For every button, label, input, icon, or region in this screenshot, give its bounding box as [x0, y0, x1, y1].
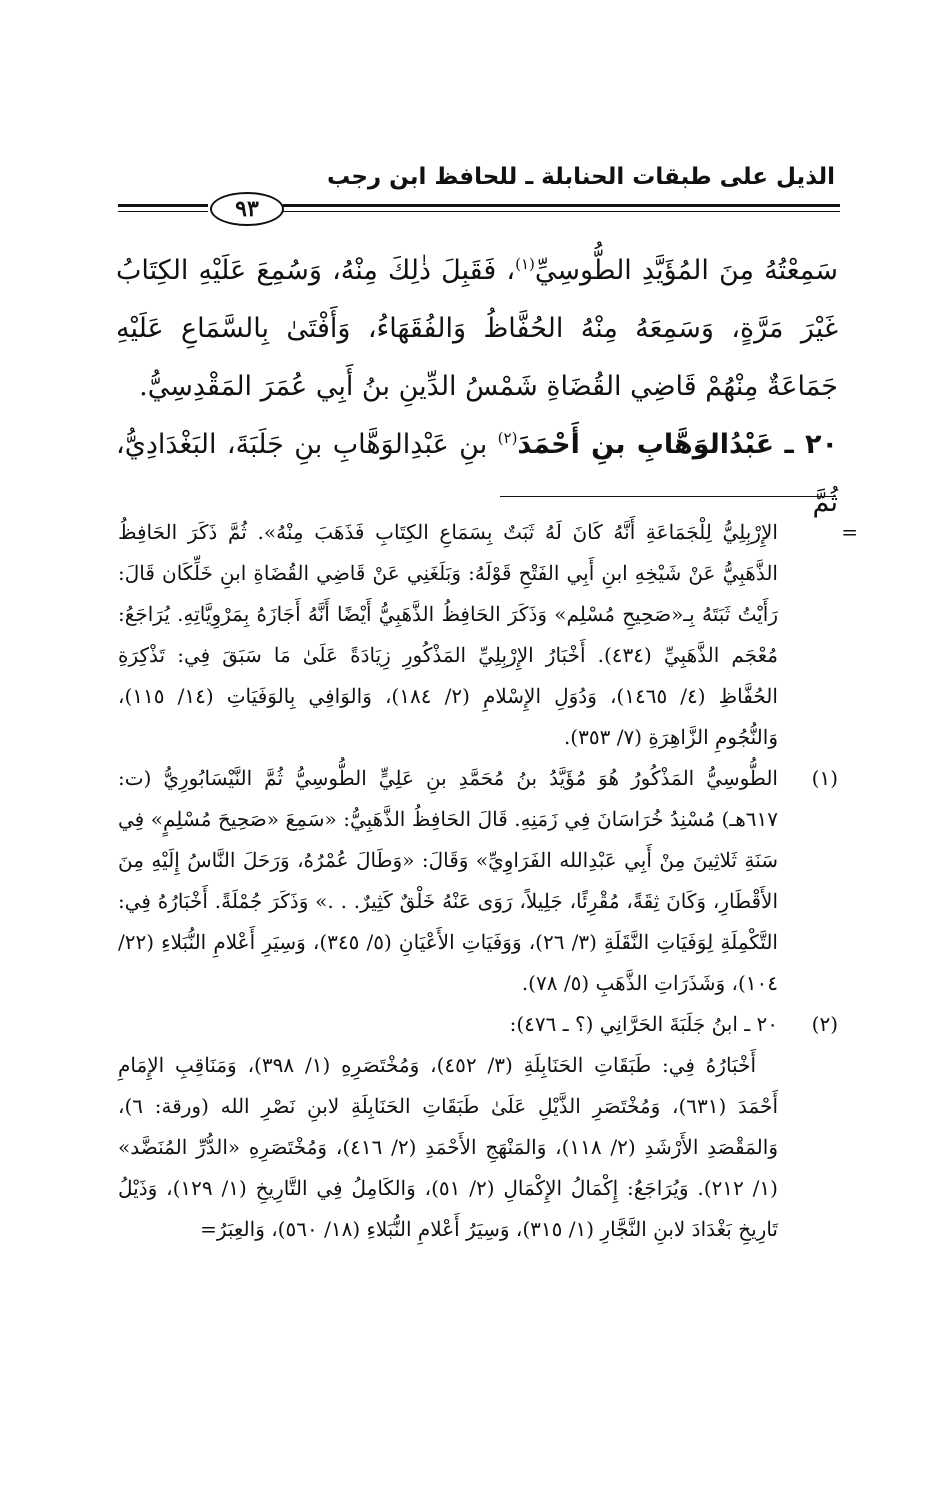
- footnote-ref-2: (٢): [497, 429, 518, 447]
- page-number: ٩٣: [210, 192, 284, 226]
- main-paragraph: [116, 242, 838, 416]
- continuation-mark: =: [841, 520, 858, 544]
- footnote-1: [118, 758, 838, 1004]
- header-rule-left: [118, 204, 208, 212]
- footnote-ref-1: (١): [515, 255, 535, 273]
- entry-number: ٢٠ ـ: [784, 429, 838, 460]
- entry-lineage: بنِ عَبْدِالوَهَّابِ بنِ جَلَبَةَ، البَغْدَادِيُّ، ثُمَّ: [116, 429, 838, 518]
- footnote-2: [118, 1004, 838, 1045]
- footnote-2-body: [118, 1045, 838, 1250]
- footnote-2-title: ٢٠ ـ ابنُ جَلَبَةَ الحَرَّانِي (؟ ـ ٤٧٦):: [509, 1012, 778, 1036]
- header-rule-right: [283, 204, 840, 212]
- main-paragraph-part-a: سَمِعْتُهُ مِنَ المُؤَيَّدِ الطُّوسِيِّ: [534, 255, 839, 286]
- footnote-continuation-text: الإِرْبِلِيُّ لِلْجَمَاعَةِ أَنَّهُ كَانَ لَهُ ثَبَتٌ بِسَمَاعِ الكِتَابِ فَذَهَبَ مِنْهُ». ثُمَّ ذَكَرَ الحَافِظُ الذَّهَبِيُّ عَنْ شَيْخِهِ ابنِ أَبِي الفَتْحِ قَوْلَهُ: وَبَلَغَنِي عَنْ قَاضِي القُضَاةِ ابنِ خَلِّكَان قَالَ: رَأَيْتُ ثَبَتَهُ بِـ«صَحِيحِ مُسْلِم» وَذَكَرَ الحَافِظُ الذَّهَبِيُّ أَيْضًا أَنَّهُ أَجَازَهُ بِمَرْوِيَّاتِهِ. يُرَاجَعُ: مُعْجَم الذَّهَبِيِّ (٤٣٤). أَخْبَارُ الإِرْبِلِيِّ المَذْكُورِ زِيَادَةً عَلَىٰ مَا سَبَقَ فِي: تَذْكِرَةِ الحُفَّاظِ (٤/ ١٤٦٥)، وَدُوَلِ الإِسْلامِ (٢/ ١٨٤)، وَالوَافِي بِالوَفَيَاتِ (١٤/ ١١٥)، وَالنُّجُومِ الزَّاهِرَةِ (٧/ ٣٥٣).: [118, 520, 779, 749]
- main-paragraph-part-b: ، فَقَبِلَ ذٰلِكَ مِنْهُ، وَسُمِعَ عَلَيْهِ الكِتَابُ غَيْرَ مَرَّةٍ، وَسَمِعَهُ مِنْهُ الحُفَّاظُ وَالفُقَهَاءُ، وَأَفْتَىٰ بِالسَّمَاعِ عَلَيْهِ جَمَاعَةٌ مِنْهُمْ قَاضِي القُضَاةِ شَمْسُ الدِّينِ بنُ أَبِي عُمَرَ المَقْدِسِيُّ.: [116, 255, 838, 402]
- footnote-continuation: [118, 512, 858, 758]
- footnote-2-text: أَخْبَارُهُ فِي: طَبَقَاتِ الحَنَابِلَةِ (٣/ ٤٥٢)، وَمُخْتَصَرِهِ (١/ ٣٩٨)، وَمَنَاقِبِ الإِمَامِ أَحْمَدَ (٦٣١)، وَمُخْتَصَرِ الذَّيْلِ عَلَىٰ طَبَقَاتِ الحَنَابِلَةِ لابنِ نَصْرِ الله (ورقة: ٦)، وَالمَقْصَدِ الأَرْشَدِ (٢/ ١١٨)، وَالمَنْهَجِ الأَحْمَدِ (٢/ ٤١٦)، وَمُخْتَصَرِهِ «الدُّرِّ المُنَضَّد» (١/ ٢١٢). وَيُرَاجَعُ: إِكْمَالُ الإِكْمَالِ (٢/ ٥١)، وَالكَامِلُ فِي التَّارِيخِ (١/ ١٢٩)، وَذَيْلُ تَارِيخِ بَغْدَادَ لابنِ النَّجَّارِ (١/ ٣١٥)، وَسِيَرُ أَعْلامِ النُّبَلاءِ (١٨/ ٥٦٠)، وَالعِبَرُ=: [118, 1053, 778, 1241]
- main-text: [116, 242, 838, 532]
- footnotes: [118, 512, 858, 1250]
- footnote-2-mark: (٢): [811, 1012, 838, 1036]
- running-header-title: الذيل على طبقات الحنابلة ـ للحافظ ابن رجب: [326, 164, 835, 190]
- footnote-1-text: الطُّوسِيُّ المَذْكُورُ هُوَ مُؤَيَّدُ بنُ مُحَمَّدِ بنِ عَلِيٍّ الطُّوسِيُّ ثُمَّ النَّيْسَابُورِيُّ (ت: ٦١٧هـ) مُسْنِدُ خُرَاسَانَ فِي زَمَنِهِ. قَالَ الحَافِظُ الذَّهَبِيُّ: «سَمِعَ «صَحِيحَ مُسْلِمٍ» فِي سَنَةِ ثَلاثِينَ مِنْ أَبِي عَبْدِالله الفَرَاوِيِّ» وَقَالَ: «وَطَالَ عُمْرُهُ، وَرَحَلَ النَّاسُ إِلَيْهِ مِنَ الأَقْطَارِ، وَكَانَ ثِقَةً، مُقْرِئًا، جَلِيلاً، رَوَى عَنْهُ خَلْقٌ كَثِيرٌ. . .» وَذَكَرَ جُمْلَةً. أَخْبَارُهُ فِي: التَّكْمِلَةِ لِوَفَيَاتِ النَّقَلَةِ (٣/ ٢٦)، وَوَفَيَاتِ الأَعْيَانِ (٥/ ٣٤٥)، وَسِيَرِ أَعْلامِ النُّبَلاءِ (٢٢/ ١٠٤)، وَشَذَرَاتِ الذَّهَبِ (٥/ ٧٨).: [118, 766, 778, 995]
- footnote-separator: [500, 496, 836, 497]
- entry-name: عَبْدُالوَهَّابِ بنِ أَحْمَدَ: [517, 429, 775, 460]
- footnote-1-mark: (١): [811, 766, 838, 790]
